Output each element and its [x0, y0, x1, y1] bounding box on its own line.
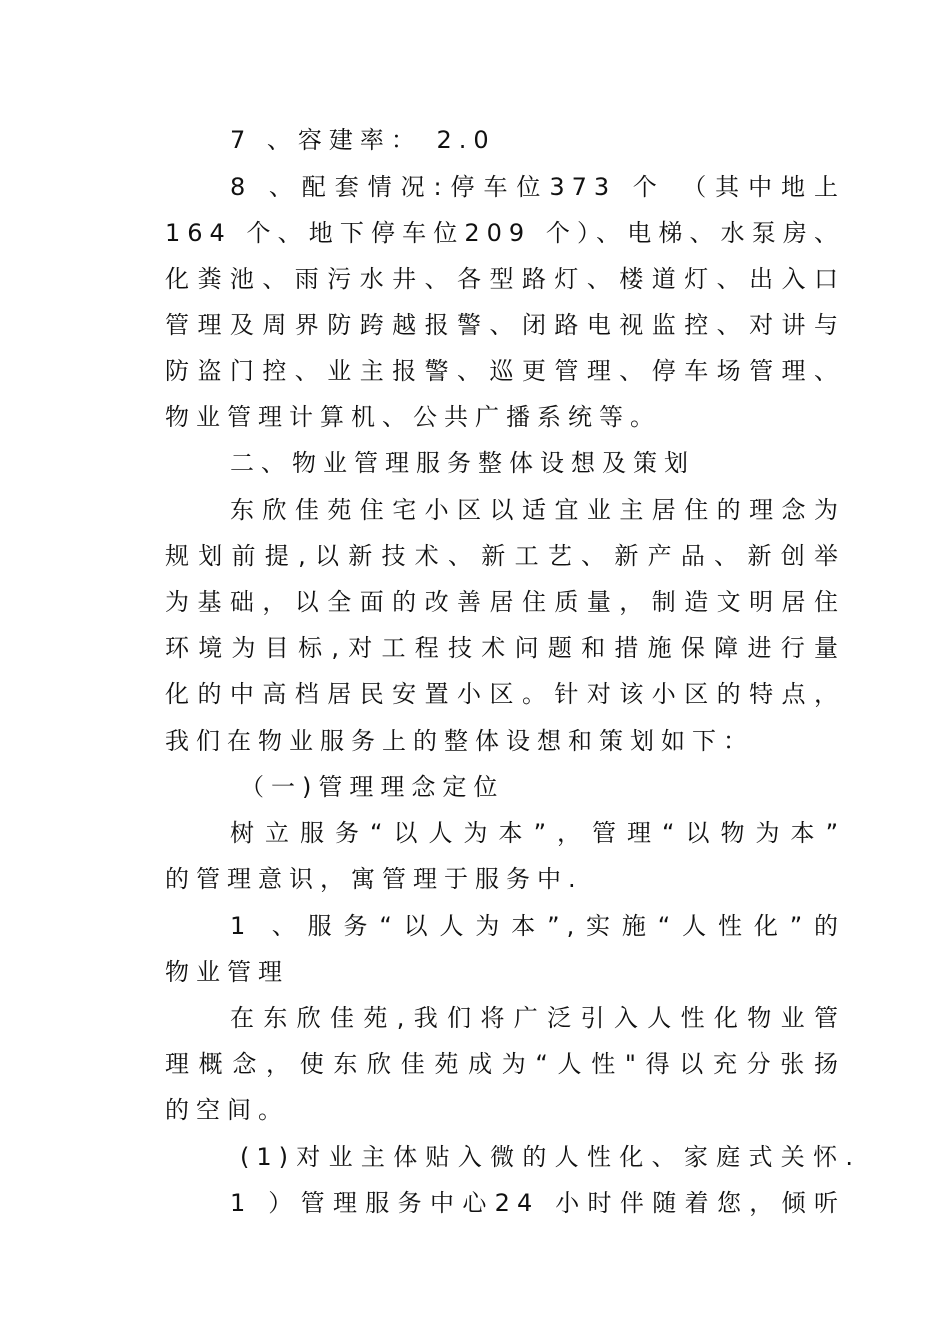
item-facilities-line-1: 8 、配套情况:停车位373 个 （其中地上 [230, 173, 845, 201]
concept-line-1: 树立服务“以人为本”，管理“以物为本” [230, 819, 845, 847]
point-1-line-1: 1 、服务“以人为本”,实施“人性化”的 [230, 912, 845, 940]
paragraph-line-5: 化的中高档居民安置小区。针对该小区的特点， [165, 680, 845, 708]
paragraph-line-2: 规划前提,以新技术、新工艺、新产品、新创举 [165, 542, 845, 570]
item-facilities-line-2: 164 个、地下停车位209 个）、电梯、水泵房、 [165, 219, 845, 247]
humanized-line-1: 在东欣佳苑,我们将广泛引入人性化物业管 [230, 1004, 845, 1032]
sub-item-1-1: 1 ）管理服务中心24 小时伴随着您，倾听 [230, 1189, 845, 1217]
humanized-line-3: 的空间。 [165, 1096, 289, 1124]
subsection-heading-1: （一)管理理念定位 [240, 773, 505, 801]
concept-line-2: 的管理意识，寓管理于服务中. [165, 865, 583, 893]
item-facilities-line-3: 化粪池、雨污水井、各型路灯、楼道灯、出入口 [165, 265, 845, 293]
paragraph-line-4: 环境为目标,对工程技术问题和措施保障进行量 [165, 634, 845, 662]
humanized-line-2: 理概念，使东欣佳苑成为“人性"得以充分张扬 [165, 1050, 845, 1078]
sub-item-1: (1)对业主体贴入微的人性化、家庭式关怀. [240, 1143, 860, 1171]
point-1-line-2: 物业管理 [165, 958, 289, 986]
item-plot-ratio: 7 、容建率： 2.0 [230, 126, 496, 154]
item-facilities-line-6: 物业管理计算机、公共广播系统等。 [165, 403, 661, 431]
paragraph-line-1: 东欣佳苑住宅小区以适宜业主居住的理念为 [230, 496, 845, 524]
item-facilities-line-5: 防盗门控、业主报警、巡更管理、停车场管理、 [165, 357, 845, 385]
item-facilities-line-4: 管理及周界防跨越报警、闭路电视监控、对讲与 [165, 311, 845, 339]
paragraph-line-3: 为基础，以全面的改善居住质量，制造文明居住 [165, 588, 845, 616]
section-heading-2: 二、物业管理服务整体设想及策划 [230, 449, 695, 477]
paragraph-line-6: 我们在物业服务上的整体设想和策划如下： [165, 727, 754, 755]
